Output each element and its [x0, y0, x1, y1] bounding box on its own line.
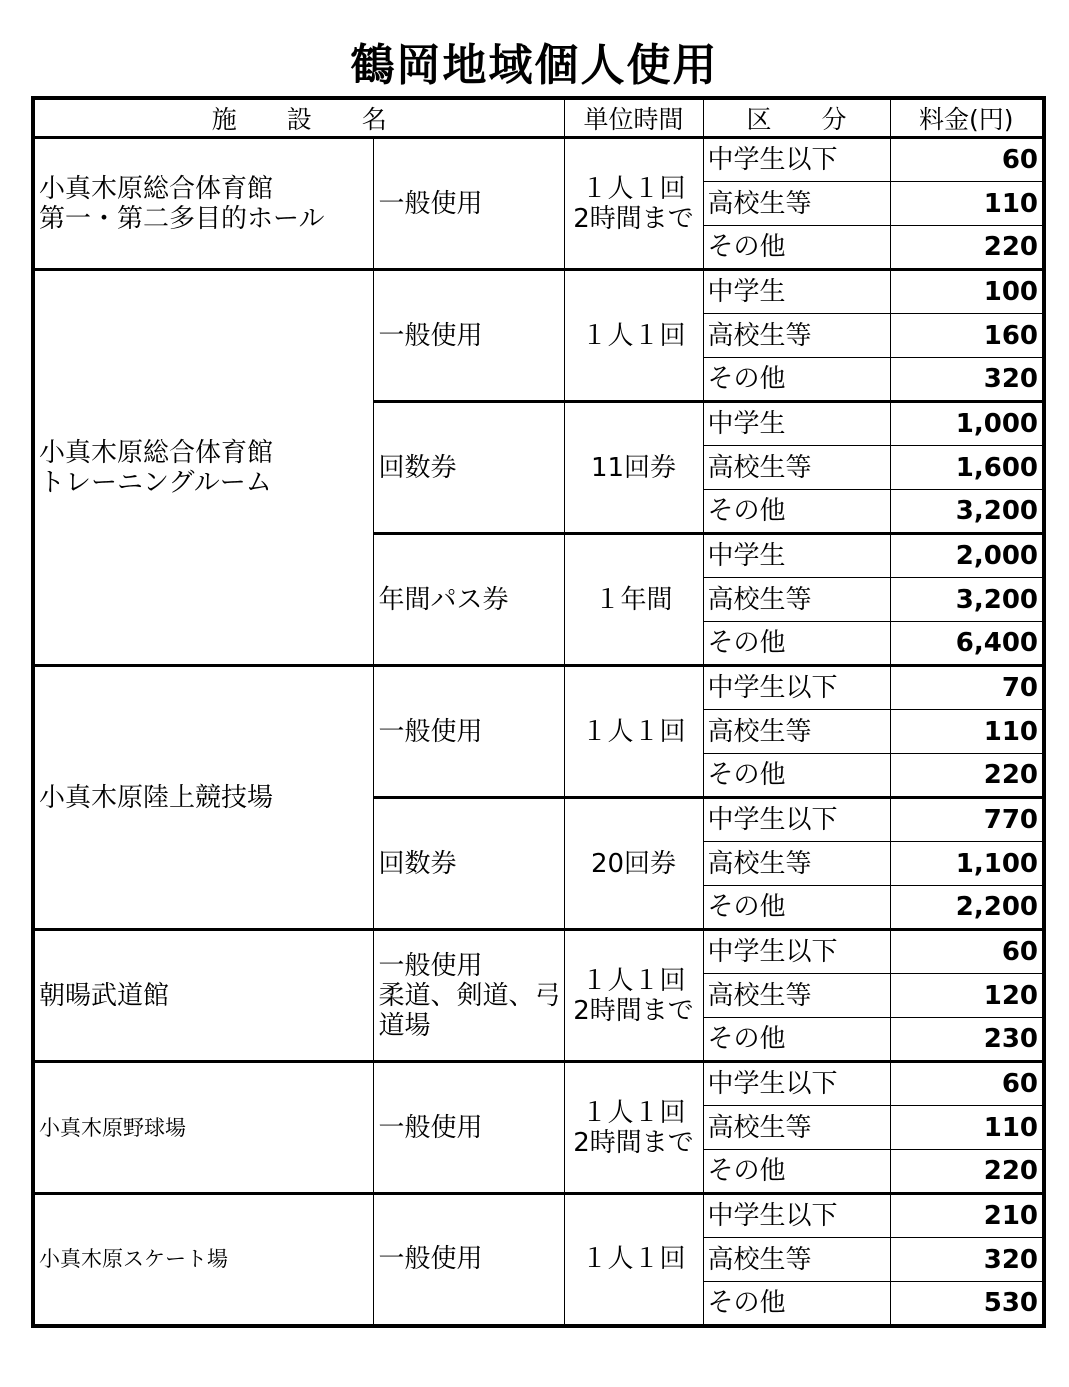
unit-time: １人１回 2時間まで	[564, 138, 703, 270]
usage-type: 回数券	[373, 798, 564, 930]
category: 中学生	[703, 534, 890, 578]
fee-amount: 320	[890, 1238, 1044, 1282]
category: 高校生等	[703, 710, 890, 754]
category: 中学生以下	[703, 798, 890, 842]
fee-amount: 320	[890, 358, 1044, 402]
category: その他	[703, 886, 890, 930]
page-title: 鶴岡地域個人使用	[350, 40, 719, 91]
unit-time: １人１回	[564, 1194, 703, 1326]
category: 中学生以下	[703, 930, 890, 974]
fee-amount: 110	[890, 182, 1044, 226]
category: 高校生等	[703, 182, 890, 226]
fee-amount: 1,000	[890, 402, 1044, 446]
category: その他	[703, 358, 890, 402]
fee-amount: 6,400	[890, 622, 1044, 666]
fee-amount: 110	[890, 710, 1044, 754]
category: 高校生等	[703, 446, 890, 490]
category: その他	[703, 226, 890, 270]
fee-amount: 220	[890, 754, 1044, 798]
category: 中学生以下	[703, 138, 890, 182]
fee-amount: 1,600	[890, 446, 1044, 490]
fee-amount: 530	[890, 1282, 1044, 1326]
fee-amount: 100	[890, 270, 1044, 314]
category: その他	[703, 490, 890, 534]
fee-amount: 70	[890, 666, 1044, 710]
fee-amount: 3,200	[890, 490, 1044, 534]
fee-table	[31, 96, 1046, 1328]
fee-amount: 60	[890, 138, 1044, 182]
facility-name: 朝暘武道館	[33, 930, 373, 1062]
category: 高校生等	[703, 1238, 890, 1282]
usage-type: 一般使用	[373, 666, 564, 798]
fee-amount: 770	[890, 798, 1044, 842]
usage-type: 回数券	[373, 402, 564, 534]
header-unit: 単位時間	[564, 98, 703, 138]
header-facility: 施 設 名	[33, 98, 564, 138]
unit-time: １年間	[564, 534, 703, 666]
category: 高校生等	[703, 974, 890, 1018]
category: 高校生等	[703, 1106, 890, 1150]
usage-type: 年間パス券	[373, 534, 564, 666]
header-row	[33, 98, 1044, 138]
category: その他	[703, 622, 890, 666]
fee-amount: 220	[890, 1150, 1044, 1194]
fee-amount: 60	[890, 1062, 1044, 1106]
category: その他	[703, 754, 890, 798]
category: その他	[703, 1150, 890, 1194]
unit-time: １人１回 2時間まで	[564, 930, 703, 1062]
fee-amount: 230	[890, 1018, 1044, 1062]
unit-time: １人１回	[564, 270, 703, 402]
unit-time: 11回券	[564, 402, 703, 534]
header-category: 区 分	[703, 98, 890, 138]
category: その他	[703, 1282, 890, 1326]
fee-amount: 210	[890, 1194, 1044, 1238]
facility-name: 小真木原スケート場	[33, 1194, 373, 1326]
facility-name: 小真木原陸上競技場	[33, 666, 373, 930]
unit-time: １人１回 2時間まで	[564, 1062, 703, 1194]
category: 高校生等	[703, 578, 890, 622]
table-row	[33, 138, 1044, 182]
facility-name: 小真木原総合体育館 第一・第二多目的ホール	[33, 138, 373, 270]
category: 中学生	[703, 270, 890, 314]
usage-type: 一般使用 柔道、剣道、弓 道場	[373, 930, 564, 1062]
category: 中学生以下	[703, 1062, 890, 1106]
usage-type: 一般使用	[373, 1194, 564, 1326]
table-row	[33, 666, 1044, 710]
unit-time: １人１回	[564, 666, 703, 798]
table-row	[33, 930, 1044, 974]
table-row	[33, 270, 1044, 314]
usage-type: 一般使用	[373, 138, 564, 270]
category: 高校生等	[703, 314, 890, 358]
fee-amount: 120	[890, 974, 1044, 1018]
fee-amount: 2,000	[890, 534, 1044, 578]
fee-amount: 3,200	[890, 578, 1044, 622]
fee-amount: 160	[890, 314, 1044, 358]
table-row	[33, 1194, 1044, 1238]
fee-amount: 1,100	[890, 842, 1044, 886]
unit-time: 20回券	[564, 798, 703, 930]
usage-type: 一般使用	[373, 1062, 564, 1194]
header-fee: 料金(円)	[890, 98, 1044, 138]
fee-amount: 2,200	[890, 886, 1044, 930]
table-row	[33, 1062, 1044, 1106]
category: 中学生以下	[703, 1194, 890, 1238]
facility-name: 小真木原総合体育館 トレーニングルーム	[33, 270, 373, 666]
fee-amount: 60	[890, 930, 1044, 974]
category: 高校生等	[703, 842, 890, 886]
category: 中学生	[703, 402, 890, 446]
fee-amount: 110	[890, 1106, 1044, 1150]
usage-type: 一般使用	[373, 270, 564, 402]
fee-table-body	[33, 138, 1044, 1326]
fee-amount: 220	[890, 226, 1044, 270]
facility-name: 小真木原野球場	[33, 1062, 373, 1194]
category: 中学生以下	[703, 666, 890, 710]
category: その他	[703, 1018, 890, 1062]
